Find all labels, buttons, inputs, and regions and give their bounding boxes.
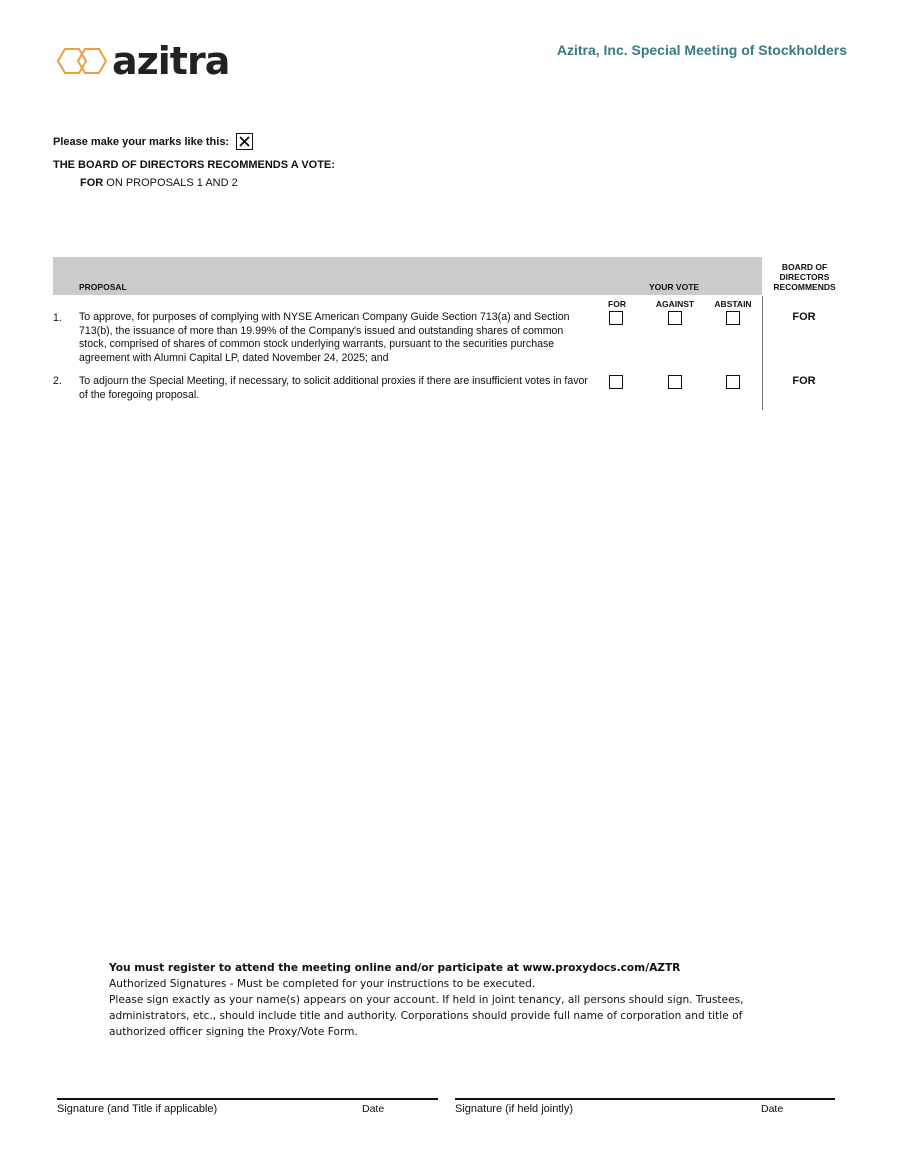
proposal-2-for-checkbox[interactable] (609, 375, 623, 389)
header-board-line: BOARD OF (781, 262, 828, 272)
authorized-signatures-text: Authorized Signatures - Must be completed for your instructions to be executed. (109, 978, 536, 990)
for-rest: ON PROPOSALS 1 AND 2 (103, 177, 238, 189)
document-title: Azitra, Inc. Special Meeting of Stockholders (556, 42, 847, 58)
proposal-1-against-checkbox[interactable] (668, 311, 682, 325)
proposal-1-recommendation: FOR (792, 311, 816, 323)
proposal-1-number: 1. (53, 312, 62, 324)
proposal-1-for-checkbox[interactable] (609, 311, 623, 325)
header-your-vote: YOUR VOTE (649, 282, 700, 292)
logo-text: azitra (112, 39, 230, 83)
signature-2-label: Signature (if held jointly) (455, 1103, 574, 1115)
header-proposal: PROPOSAL (79, 282, 127, 292)
vote-column-for: FOR (608, 299, 626, 309)
for-word: FOR (80, 177, 104, 189)
column-divider (762, 296, 763, 410)
header-board-line: RECOMMENDS (773, 282, 836, 292)
proposal-2-text: To adjourn the Special Meeting, if necessary, to solicit additional proxies if there are insufficient votes in favor of the foregoing proposal. (79, 375, 588, 401)
sign-instructions-text: Please sign exactly as your name(s) appears on your account. If held in joint tenancy, all persons should sign. Trustees, administrators, etc., should include title and authority. Corporations should provide full name of corporation and title of authorized officer signing the Proxy/Vote Form. (109, 994, 744, 1038)
signature-line-1[interactable] (57, 1098, 438, 1100)
proposal-1-text: To approve, for purposes of complying with NYSE American Company Guide Section 713(a) and Section 713(b), the issuance of more than 19.99% of the Company's issued and outstanding shares of common stock, comprised of shares of common stock underlying warrants, pursuant to the securities purchase agreement with Alumni Capital LP, dated November 24, 2025; and (79, 311, 570, 364)
for-proposals-line (80, 177, 238, 189)
signature-instructions (109, 960, 789, 1040)
header-board-recommends (767, 262, 842, 292)
proposal-1-abstain-checkbox[interactable] (726, 311, 740, 325)
proposal-2-abstain-checkbox[interactable] (726, 375, 740, 389)
signature-1-date-label: Date (362, 1103, 385, 1115)
hexagon-logo-icon (56, 43, 108, 79)
header-board-line: DIRECTORS (779, 272, 830, 282)
example-checked-box (236, 133, 253, 150)
x-mark-icon (237, 134, 252, 149)
proposal-2-number: 2. (53, 375, 62, 387)
vote-column-abstain: ABSTAIN (714, 299, 752, 309)
marks-label: Please make your marks like this: (53, 135, 230, 148)
proposal-2-against-checkbox[interactable] (668, 375, 682, 389)
azitra-logo (56, 40, 229, 82)
signature-2-date-label: Date (761, 1103, 784, 1115)
signature-line-2[interactable] (455, 1098, 835, 1100)
vote-column-against: AGAINST (655, 299, 695, 309)
marks-instruction (53, 133, 253, 150)
register-notice: You must register to attend the meeting online and/or participate at www.proxydocs.com/AZTR (109, 962, 681, 974)
board-recommends-heading: THE BOARD OF DIRECTORS RECOMMENDS A VOTE: (53, 159, 335, 171)
signature-1-label: Signature (and Title if applicable) (57, 1103, 218, 1115)
proposal-2-recommendation: FOR (792, 375, 816, 387)
